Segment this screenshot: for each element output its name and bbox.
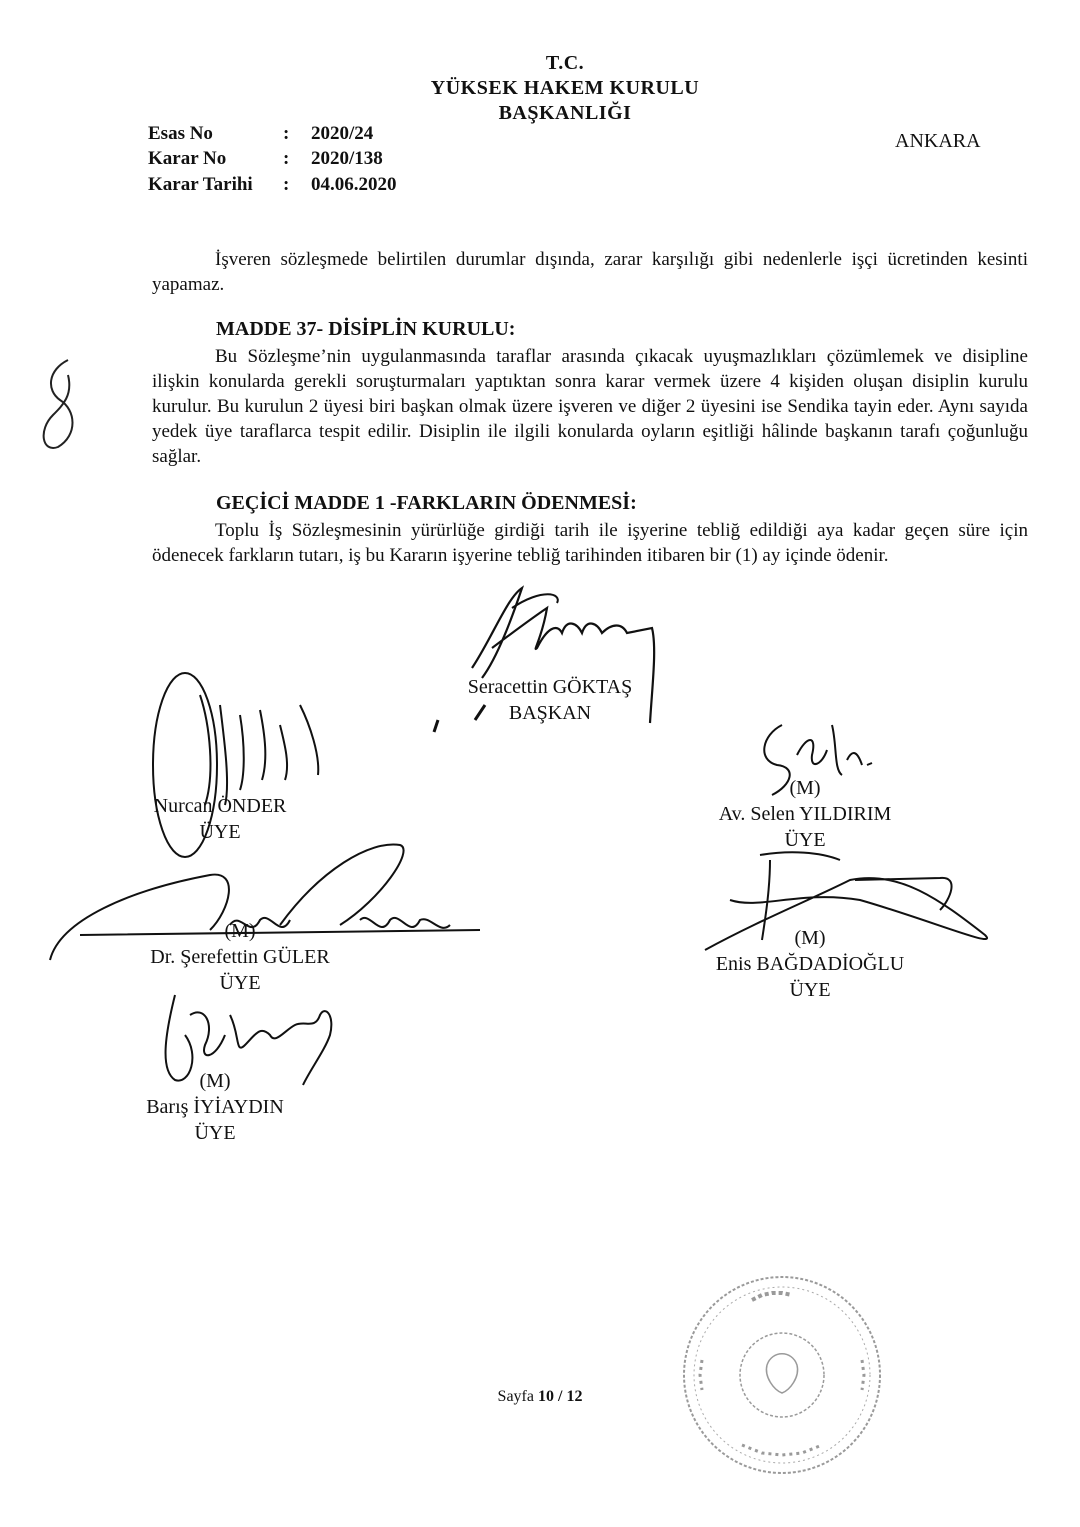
meta-label: Karar No — [148, 148, 227, 169]
header-institution: YÜKSEK HAKEM KURULU — [430, 77, 700, 99]
meta-label: Karar Tarihi — [148, 174, 253, 195]
article-37-text: Bu Sözleşme’nin uygulanmasında taraflar arasında çıkacak uyuşmazlıkları çözümlemek ve disipline ilişkin konularda gerekli soruşturmaları yaptıktan sonra karar vermek üzere 4 kişiden oluşan disiplin kurulu kurulur. Bu kurulun 2 üyesi biri başkan olmak üzere işveren ve diğer 2 üyesini ise Sendika tayin eder. Aynı sayıda yedek üye taraflarca tespit edilir. Disiplin ile ilgili konularda oyların eşitliği hâlinde başkanın tarafı çoğunluğu sağlar. — [152, 346, 1028, 467]
intro-paragraph — [152, 247, 1028, 297]
meta-value: 2020/24 — [311, 123, 374, 144]
official-seal-stamp — [672, 1265, 892, 1485]
page-number-separator: / — [557, 1388, 563, 1405]
meta-value: 04.06.2020 — [311, 174, 397, 195]
meta-row-esas — [148, 123, 373, 145]
meta-colon: : — [283, 148, 290, 169]
member1-name: Nurcan ÖNDER — [153, 795, 287, 817]
member4-role: ÜYE — [789, 979, 831, 1001]
member5-mark: (M) — [199, 1070, 231, 1092]
temporary-article-1-paragraph — [152, 518, 1028, 568]
meta-row-karar — [148, 148, 383, 170]
member5-signature-block — [130, 1068, 300, 1146]
header-tc: T.C. — [545, 52, 585, 74]
meta-colon: : — [283, 174, 290, 195]
city-label: ANKARA — [895, 130, 981, 152]
intro-text: İşveren sözleşmede belirtilen durumlar dışında, zarar karşılığı gibi nedenlerle işçi ücretinden kesinti yapamaz. — [152, 249, 1028, 295]
member3-mark: (M) — [224, 920, 256, 942]
margin-handwritten-mark — [28, 355, 88, 455]
member5-name: Barış İYİAYDIN — [146, 1096, 284, 1118]
meta-value: 2020/138 — [311, 148, 383, 169]
chair-name: Seracettin GÖKTAŞ — [467, 676, 633, 698]
member3-role: ÜYE — [219, 972, 261, 994]
page-number — [0, 1388, 1080, 1406]
header-presidency: BAŞKANLIĞI — [498, 102, 632, 124]
article-37-paragraph — [152, 344, 1028, 469]
article-37-heading: MADDE 37- DİSİPLİN KURULU: — [216, 318, 516, 340]
temporary-article-1-text: Toplu İş Sözleşmesinin yürürlüğe girdiği tarih ile işyerine tebliğ edildiği aya kadar geçen süre için ödenecek farkların tutarı, iş bu Kararın işyerine tebliğ tarihinden itibaren bir (1) ay içinde ödenir. — [152, 520, 1028, 566]
page-number-total: 12 — [566, 1388, 583, 1405]
member4-signature-block — [690, 925, 930, 1003]
page-number-current: 10 — [537, 1388, 554, 1405]
chair-role: BAŞKAN — [508, 702, 592, 724]
meta-colon: : — [283, 123, 290, 144]
meta-row-karar-tarihi — [148, 174, 397, 196]
meta-label: Esas No — [148, 123, 213, 144]
member4-name: Enis BAĞDADİOĞLU — [715, 953, 905, 975]
member4-mark: (M) — [794, 927, 826, 949]
member2-role: ÜYE — [784, 829, 826, 851]
member2-name: Av. Selen YILDIRIM — [718, 803, 892, 825]
chair-signature-block — [440, 674, 660, 726]
member3-name: Dr. Şerefettin GÜLER — [150, 946, 330, 968]
member2-mark: (M) — [789, 777, 821, 799]
member5-role: ÜYE — [194, 1122, 236, 1144]
member1-role: ÜYE — [199, 821, 241, 843]
temporary-article-1-heading: GEÇİCİ MADDE 1 -FARKLARIN ÖDENMESİ: — [216, 492, 637, 514]
page-number-prefix: Sayfa — [497, 1388, 534, 1405]
